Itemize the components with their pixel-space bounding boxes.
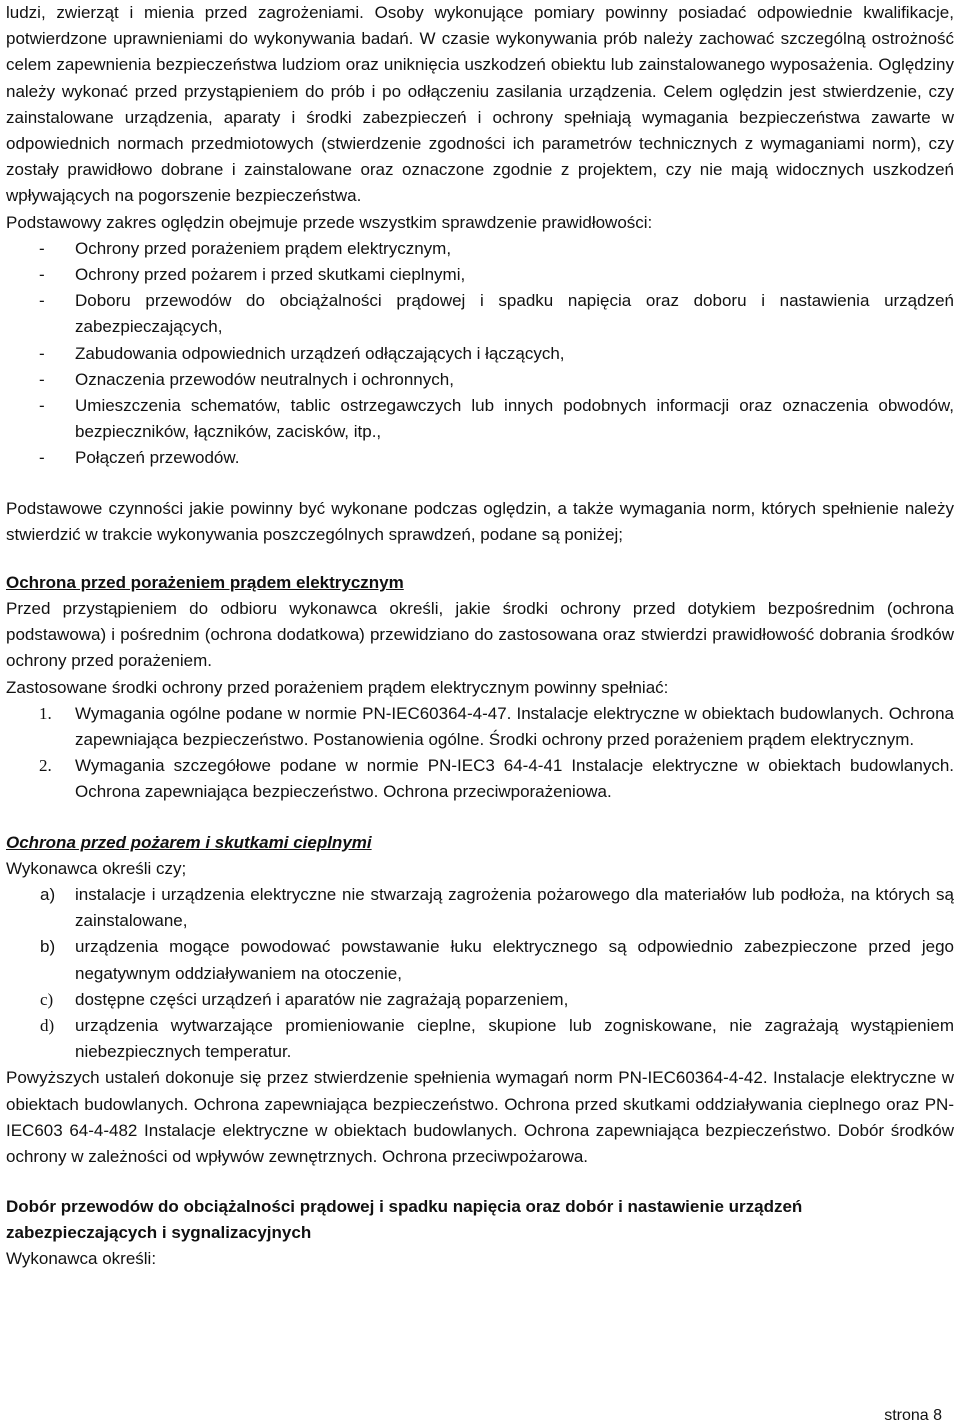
list-item xyxy=(6,288,954,340)
list-item-text: Wymagania ogólne podane w normie PN-IEC60364-4-47. Instalacje elektryczne w obiektach budowlanych. Ochrona zapewniająca bezpieczeństwo. Postanowienia ogólne. Środki ochrony przed porażeniem prądem elektrycznym. xyxy=(75,703,954,750)
fire-standards-paragraph: Powyższych ustaleń dokonuje się przez stwierdzenie spełnienia wymagań norm PN-IEC60364-4-42. Instalacje elektryczne w obiektach budowlanych. Ochrona zapewniająca bezpieczeństwo. Ochrona przed skutkami oddziaływania cieplnego oraz PN-IEC603 64-4-482 Instalacje elektryczne w obiektach budowlanych. Ochrona zapewniająca bezpieczeństwo. Dobór środków ochrony w zależności od wpływów zewnętrznych. Ochrona przeciwpożarowa. xyxy=(6,1068,954,1166)
list-marker: a) xyxy=(40,884,56,904)
page-number: strona 8 xyxy=(884,1407,942,1424)
list-marker: - xyxy=(39,238,45,258)
list-item xyxy=(6,934,954,986)
list-item xyxy=(6,262,954,288)
document-page xyxy=(6,0,954,1272)
list-marker: - xyxy=(39,291,45,311)
list-item-text: Doboru przewodów do obciążalności prądowej i spadku napięcia oraz doboru i nastawienia urządzeń zabezpieczających, xyxy=(75,291,954,337)
intro-paragraph: ludzi, zwierząt i mienia przed zagrożeniami. Osoby wykonujące pomiary powinny posiadać odpowiednie kwalifikacje, potwierdzone uprawnieniami do wykonywania badań. W czasie wykonywania prób należy zachować szczególną ostrożność celem zapewnienia bezpieczeństwa ludziom oraz uniknięcia uszkodzeń obiektu lub zainstalowanego wyposażenia. Oględziny należy wykonać przed przystąpieniem do prób i po odłączeniu zasilania urządzenia. Celem oględzin jest stwierdzenie, czy zainstalowane urządzenia, aparaty i środki zabezpieczeń i ochrony spełniają wymagania bezpieczeństwa zawarte w odpowiednich normach przedmiotowych (stwierdzenie zgodności ich parametrów technicznych z wymaganiami norm), czy zostały prawidłowo dobrane i zainstalowane oraz oznaczone zgodnie z projektem, czy nie mają widocznych uszkodzeń wpływających na pogorszenie bezpieczeństwa. xyxy=(6,3,954,206)
list-item-text: urządzenia mogące powodować powstawanie łuku elektrycznego są odpowiednio zabezpieczone przed jego negatywnym oddziaływaniem na otoczenie, xyxy=(75,937,954,983)
list-item-text: Umieszczenia schematów, tablic ostrzegawczych lub innych podobnych informacji oraz oznaczenia obwodów, bezpieczników, łączników, zacisków, itp., xyxy=(75,396,954,442)
shock-requirements-paragraph: Zastosowane środki ochrony przed porażeniem prądem elektrycznym powinny spełniać: xyxy=(6,677,669,697)
list-item xyxy=(6,341,954,367)
fire-intro-paragraph: Wykonawca określi czy; xyxy=(6,858,187,878)
list-item-text: urządzenia wytwarzające promieniowanie cieplne, skupione lub zogniskowane, nie zagrażają wystąpieniem niebezpiecznych temperatur. xyxy=(75,1015,954,1062)
section-heading-shock-protection: Ochrona przed porażeniem prądem elektrycznym xyxy=(6,573,404,593)
list-item xyxy=(6,236,954,262)
list-item-text: dostępne części urządzeń i aparatów nie zagrażają poparzeniem, xyxy=(75,989,569,1009)
list-marker: 2. xyxy=(39,756,52,776)
basic-activities-paragraph: Podstawowe czynności jakie powinny być wykonane podczas oględzin, a także wymagania norm, których spełnienie należy stwierdzić w trakcie wykonywania poszczególnych sprawdzeń, podane są poniżej; xyxy=(6,498,954,544)
list-marker: - xyxy=(39,265,45,285)
list-item-text: Połączeń przewodów. xyxy=(75,448,240,468)
list-marker: b) xyxy=(40,937,56,957)
list-marker: - xyxy=(39,396,45,416)
list-item-text: Zabudowania odpowiednich urządzeń odłączających i łączących, xyxy=(75,343,565,363)
scope-paragraph: Podstawowy zakres oględzin obejmuje przede wszystkim sprawdzenie prawidłowości: xyxy=(6,212,653,232)
list-marker: - xyxy=(39,369,45,389)
list-item-text: Ochrony przed pożarem i przed skutkami cieplnymi, xyxy=(75,265,466,285)
list-item-text: Oznaczenia przewodów neutralnych i ochronnych, xyxy=(75,369,454,389)
selection-intro-paragraph: Wykonawca określi: xyxy=(6,1249,157,1269)
list-marker: 1. xyxy=(39,703,52,723)
scope-list xyxy=(6,236,954,472)
fire-checks-list xyxy=(6,882,954,1065)
list-item xyxy=(6,367,954,393)
list-marker: - xyxy=(39,448,45,468)
list-item-text: instalacje i urządzenia elektryczne nie stwarzają zagrożenia pożarowego dla materiałów lub podłoża, na których są zainstalowane, xyxy=(75,884,954,931)
section-heading-fire-protection: Ochrona przed pożarem i skutkami cieplnymi xyxy=(6,832,372,852)
list-item xyxy=(6,882,954,934)
list-item-text: Wymagania szczegółowe podane w normie PN-IEC3 64-4-41 Instalacje elektryczne w obiektach budowlanych. Ochrona zapewniająca bezpieczeństwo. Ochrona przeciwporażeniowa. xyxy=(75,756,954,802)
list-item xyxy=(6,393,954,445)
list-item xyxy=(6,701,954,753)
shock-paragraph: Przed przystąpieniem do odbioru wykonawca określi, jakie środki ochrony przed dotykiem bezpośrednim (ochrona podstawowa) i pośrednim (ochrona dodatkowa) przewidziano do zastosowana oraz stwierdzi prawidłowość dobrania środków ochrony przed porażeniem. xyxy=(6,599,954,671)
shock-requirements-list xyxy=(6,701,954,806)
list-item xyxy=(6,1013,954,1065)
section-heading-conductor-selection: Dobór przewodów do obciążalności prądowej i spadku napięcia oraz dobór i nastawienie urządzeń zabezpieczających i sygnalizacyjnych xyxy=(6,1197,803,1243)
list-item xyxy=(6,445,954,471)
list-marker: - xyxy=(39,343,45,363)
list-item xyxy=(6,753,954,805)
list-marker: d) xyxy=(40,1015,55,1035)
list-marker: c) xyxy=(40,989,54,1009)
list-item xyxy=(6,987,954,1013)
list-item-text: Ochrony przed porażeniem prądem elektrycznym, xyxy=(75,238,452,258)
